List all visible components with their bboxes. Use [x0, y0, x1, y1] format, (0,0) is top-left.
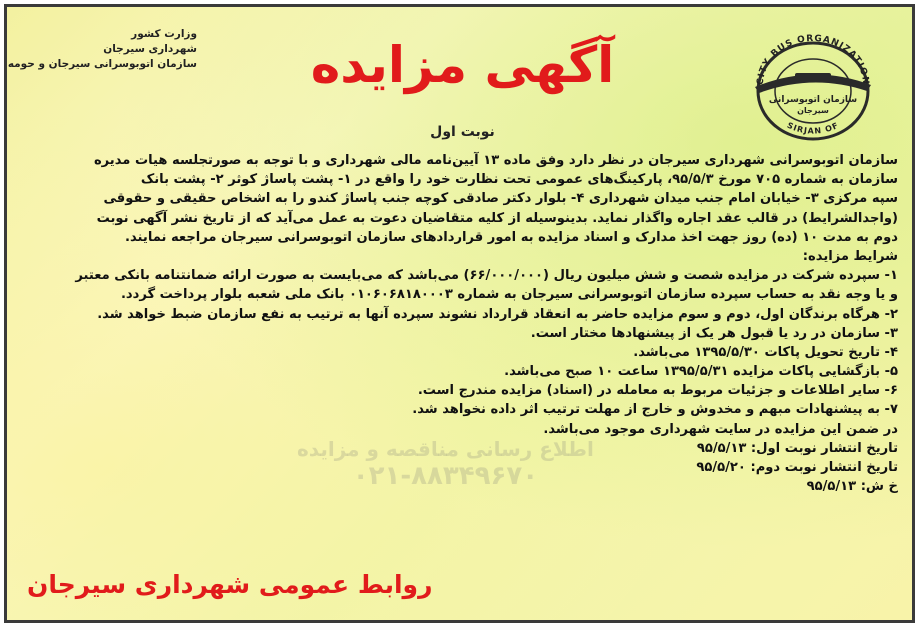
logo-line-1: سازمان اتوبوسرانی [768, 95, 858, 105]
notice-body [19, 151, 898, 496]
condition-6: ۶- سایر اطلاعات و جزئیات مربوط به معامله در (اسناد) مزایده مندرج است. [417, 383, 898, 399]
condition-1: ۱- سپرده شرکت در مزایده شصت و شش میلیون ریال (۶۶/۰۰۰/۰۰۰) می‌باشد که می‌بایست به صورت ارائه ضمانتنامه بانکی معتبر [75, 268, 898, 284]
watermark-text: اطلاع رسانی مناقصه و مزایده [297, 437, 594, 461]
body-line: سپه مرکزی ۳- خیابان امام جنب میدان شهرداری ۴- بلوار دکتر صادقی کوچه جنب پاساژ کندو را به اشخاص حقیقی و حقوقی [103, 191, 898, 207]
ministry-line-2: شهرداری سیرجان [103, 43, 197, 55]
watermark-phone: ۰۲۱-۸۸۳۴۹۶۷۰ [352, 461, 539, 491]
auction-notice [4, 4, 915, 623]
condition-5: ۵- بازگشایی پاکات مزایده ۱۳۹۵/۵/۳۱ ساعت ۱۰ صبح می‌باشد. [504, 364, 898, 380]
body-line: (واجدالشرایط) در قالب عقد اجاره واگذار نماید. بدینوسیله از کلیه متقاضیان دعوت به عمل می‌آید که از تاریخ نشر آگهی نوبت [96, 210, 898, 226]
body-line: سازمان به شماره ۷۰۵ مورخ ۹۵/۵/۳، پارکینگ‌های عمومی تحت نظارت خود را واقع در ۱- پشت پاساژ کوثر ۲- پشت بانک [140, 172, 898, 188]
first-publish-date: تاریخ انتشار نوبت اول: ۹۵/۵/۱۳ [696, 440, 898, 456]
body-line: سازمان اتوبوسرانی شهرداری سیرجان در نظر دارد وفق ماده ۱۳ آیین‌نامه مالی شهرداری و با توجه به صورتجلسه هیات مدیره [93, 153, 898, 168]
condition-2: ۲- هرگاه برندگان اول، دوم و سوم مزایده حاضر به انعقاد قرارداد نشوند سپرده آنها به ترتیب به نفع سازمان ضبط خواهد شد. [97, 306, 898, 322]
conditions-heading: شرایط مزایده: [802, 248, 898, 264]
condition-7: ۷- به پیشنهادات مبهم و مخدوش و خارج از مهلت ترتیب اثر داده نخواهد شد. [412, 402, 898, 418]
publication-code: خ ش: ۹۵/۵/۱۳ [806, 479, 898, 495]
website-note: در ضمن این مزایده در سایت شهرداری موجود می‌باشد. [543, 421, 898, 437]
notice-round: نوبت اول [430, 124, 495, 140]
bus-icon [755, 73, 871, 93]
logo-arc-text: CITY BUS ORGANIZATION [755, 33, 871, 86]
ministry-line-3: سازمان اتوبوسرانی سیرجان و حومه [7, 58, 197, 70]
notice-title: آگهی مزایده [310, 36, 615, 94]
second-publish-date: تاریخ انتشار نوبت دوم: ۹۵/۵/۲۰ [696, 460, 898, 475]
condition-3: ۳- سازمان در رد یا قبول هر یک از پیشنهادها مختار است. [530, 325, 898, 341]
public-relations-signature: روابط عمومی شهرداری سیرجان [27, 570, 433, 599]
condition-1-cont: و یا وجه نقد به حساب سپرده سازمان اتوبوسرانی سیرجان به شماره ۰۱۰۶۰۶۸۱۸۰۰۰۳ بانک ملی شعبه بلوار پرداخت گردد. [120, 287, 898, 303]
condition-4: ۴- تاریخ تحویل پاکات ۱۳۹۵/۵/۳۰ می‌باشد. [633, 344, 898, 360]
bus-organization-logo [733, 27, 893, 147]
body-line: دوم به مدت ۱۰ (ده) روز جهت اخذ مدارک و اسناد مزایده به امور قراردادهای سازمان اتوبوسرانی سیرجان مراجعه نمایند. [125, 229, 898, 245]
logo-bottom-text: SIRJAN OF [785, 120, 841, 136]
logo-line-2: سیرجان [797, 106, 829, 115]
ministry-line-1: وزارت کشور [131, 28, 197, 40]
